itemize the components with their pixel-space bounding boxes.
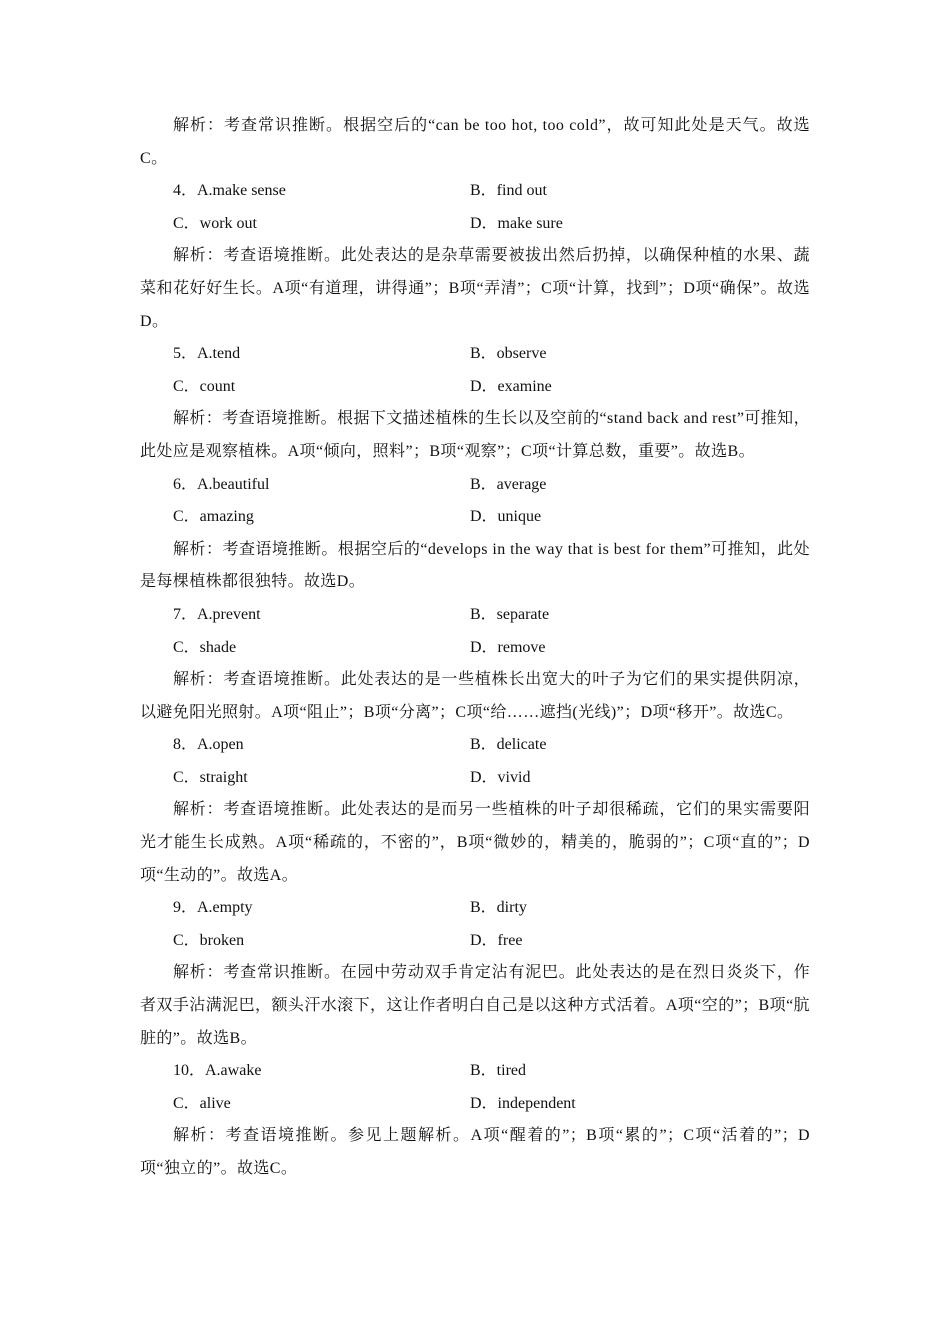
option-right: B．find out [470, 182, 547, 200]
explanation-paragraph: 解析：考查语境推断。根据下文描述植株的生长以及空前的“stand back and rest”可推知，此处应是观察植株。A项“倾向，照料”；B项“观察”；C项“计算总数，重要”。故选B。 [140, 410, 810, 460]
option-row [140, 371, 810, 404]
option-row [140, 599, 810, 632]
option-right: D．independent [470, 1094, 576, 1112]
option-left: 8．A.open [173, 736, 244, 754]
option-left: C．straight [173, 768, 248, 786]
explanation-paragraph: 解析：考查语境推断。参见上题解析。A项“醒着的”；B项“累的”；C项“活着的”；D项“独立的”。故选C。 [140, 1127, 810, 1177]
option-row [140, 501, 810, 534]
option-left: 6．A.beautiful [173, 475, 270, 493]
explanation-paragraph: 解析：考查语境推断。此处表达的是杂草需要被拔出然后扔掉，以确保种植的水果、蔬菜和花好好生长。A项“有道理，讲得通”；B项“弄清”；C项“计算，找到”；D项“确保”。故选D。 [140, 247, 810, 330]
answer-explanations [140, 110, 810, 1186]
option-left: C．shade [173, 638, 237, 656]
option-right: D．remove [470, 638, 546, 656]
option-left: C．broken [173, 931, 245, 949]
option-row [140, 892, 810, 925]
option-row [140, 1055, 810, 1088]
option-left: C．alive [173, 1094, 231, 1112]
explanation-paragraph: 解析：考查常识推断。根据空后的“can be too hot, too cold”，故可知此处是天气。故选C。 [140, 117, 810, 167]
option-row [140, 762, 810, 795]
explanation-paragraph: 解析：考查语境推断。此处表达的是一些植株长出宽大的叶子为它们的果实提供阴凉，以避免阳光照射。A项“阻止”；B项“分离”；C项“给……遮挡(光线)”；D项“移开”。故选C。 [140, 671, 810, 721]
option-left: 7．A.prevent [173, 605, 261, 623]
option-left: C．work out [173, 214, 258, 232]
option-right: B．average [470, 475, 547, 493]
option-row [140, 469, 810, 502]
option-right: B．separate [470, 605, 550, 623]
option-right: B．observe [470, 345, 547, 363]
option-right: D．make sure [470, 214, 563, 232]
option-right: D．free [470, 931, 523, 949]
option-left: 4．A.make sense [173, 182, 286, 200]
explanation-paragraph: 解析：考查语境推断。此处表达的是而另一些植株的叶子却很稀疏，它们的果实需要阳光才能生长成熟。A项“稀疏的，不密的”，B项“微妙的，精美的，脆弱的”；C项“直的”；D项“生动的”。故选A。 [140, 801, 810, 884]
option-row [140, 632, 810, 665]
option-right: D．vivid [470, 768, 531, 786]
option-right: B．dirty [470, 899, 527, 917]
option-row [140, 208, 810, 241]
option-right: B．tired [470, 1062, 526, 1080]
option-right: D．examine [470, 377, 552, 395]
option-right: D．unique [470, 508, 542, 526]
option-row [140, 1088, 810, 1121]
option-right: B．delicate [470, 736, 547, 754]
option-left: 5．A.tend [173, 345, 241, 363]
option-row [140, 338, 810, 371]
option-left: 9．A.empty [173, 899, 253, 917]
option-row [140, 729, 810, 762]
explanation-paragraph: 解析：考查常识推断。在园中劳动双手肯定沾有泥巴。此处表达的是在烈日炎炎下，作者双手沾满泥巴，额头汗水滚下，这让作者明白自己是以这种方式活着。A项“空的”；B项“肮脏的”。故选B。 [140, 964, 810, 1047]
explanation-paragraph: 解析：考查语境推断。根据空后的“develops in the way that is best for them”可推知，此处是每棵植株都很独特。故选D。 [140, 540, 810, 591]
option-left: C．count [173, 377, 236, 395]
option-row [140, 925, 810, 958]
option-row [140, 175, 810, 208]
option-left: 10．A.awake [173, 1062, 262, 1080]
option-left: C．amazing [173, 508, 254, 526]
